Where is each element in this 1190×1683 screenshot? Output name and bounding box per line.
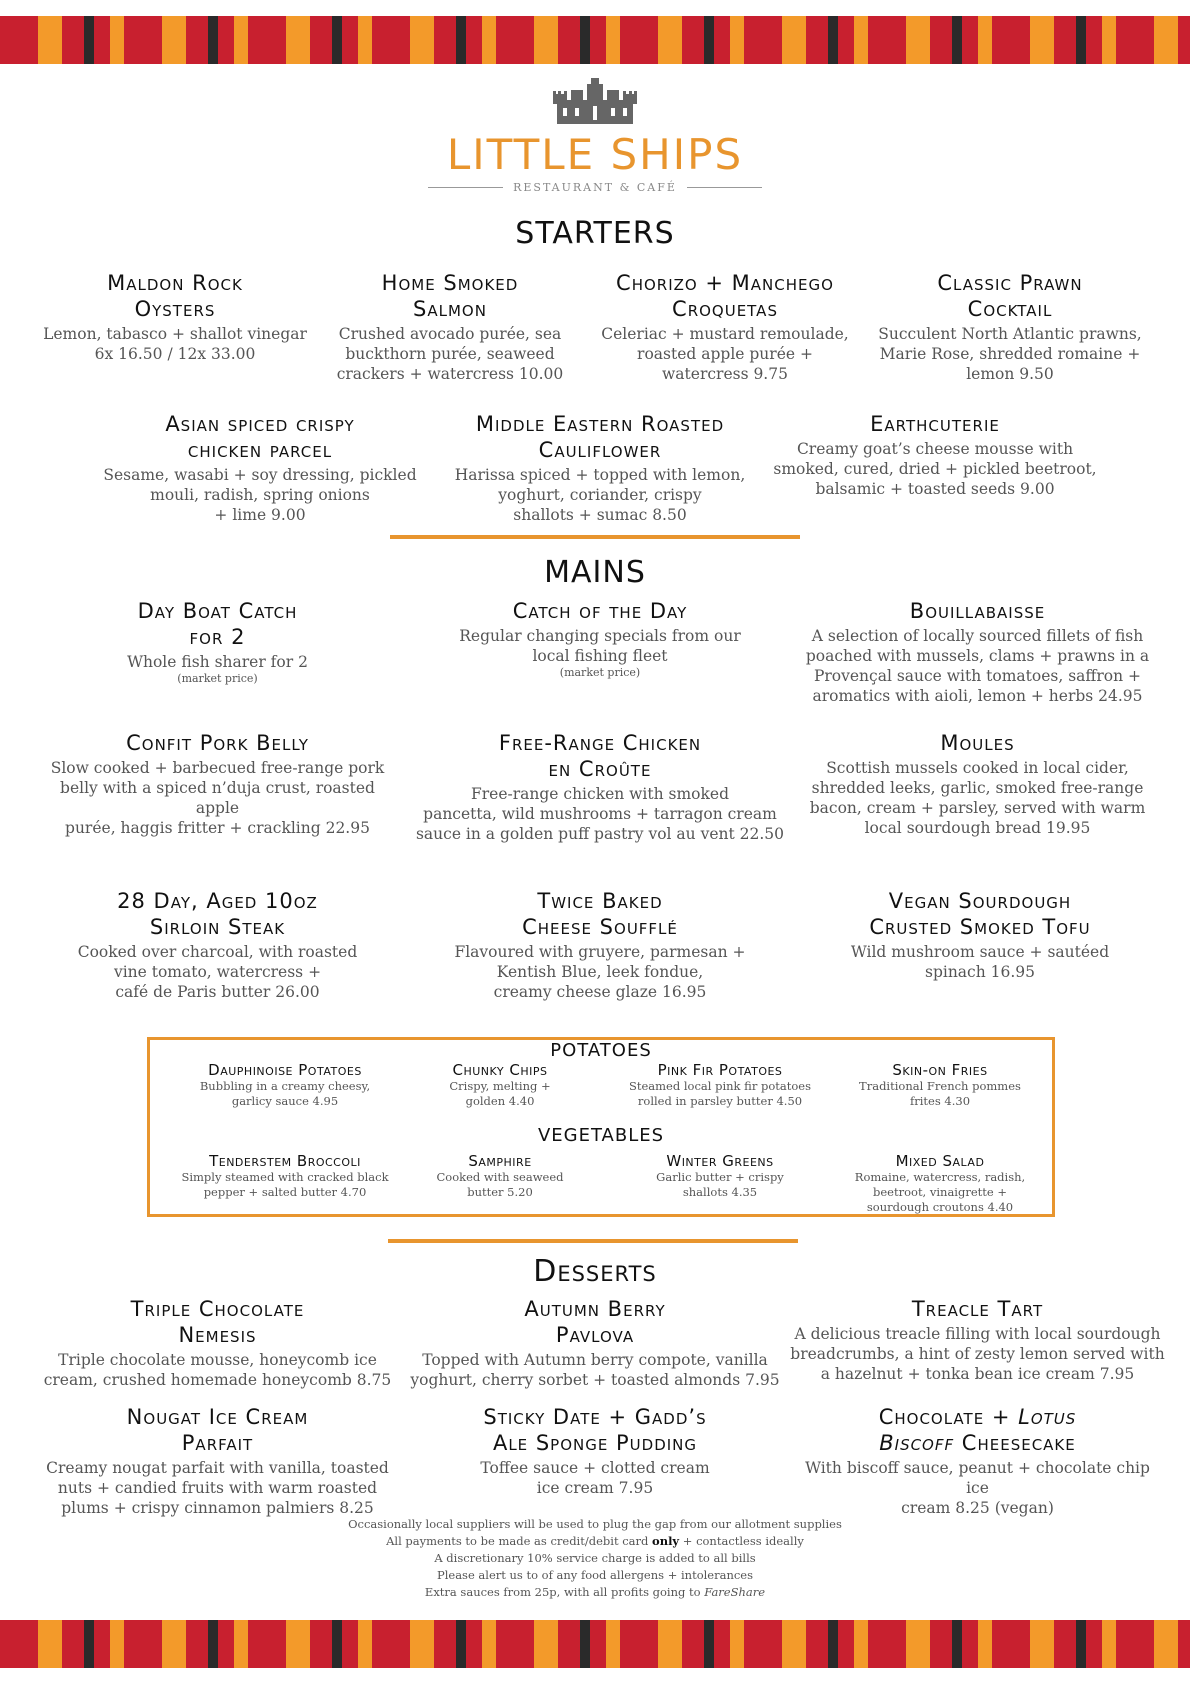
item-desc: Crushed avocado purée, sea buckthorn purée, seaweed crackers + watercress 10.00	[336, 325, 564, 383]
item-desc: Succulent North Atlantic prawns, Marie Rose, shredded romaine + lemon 9.50	[878, 325, 1142, 383]
item-name: Earthcuterie	[870, 412, 1000, 436]
footer-italic: FareShare	[704, 1585, 766, 1599]
side-desc: Garlic butter + crispy shallots 4.35	[656, 1170, 784, 1199]
item-name: Confit Pork Belly	[126, 731, 309, 755]
item-desc: Creamy nougat parfait with vanilla, toasted nuts + candied fruits with warm roasted plums + crispy cinnamon palmiers 8.25	[46, 1459, 389, 1517]
footer-text: All payments to be made as credit/debit card	[386, 1534, 653, 1548]
section-divider	[388, 1239, 798, 1243]
item-desc: Lemon, tabasco + shallot vinegar 6x 16.50 / 12x 33.00	[43, 325, 307, 363]
menu-item	[60, 888, 375, 1002]
side-name: Dauphinoise Potatoes	[208, 1061, 362, 1079]
side-item	[630, 1152, 810, 1200]
menu-item	[100, 411, 420, 525]
menu-item	[790, 598, 1165, 706]
menu-item	[40, 730, 395, 838]
side-name: Winter Greens	[666, 1152, 774, 1170]
footer-text: + contactless ideally	[679, 1534, 804, 1548]
item-desc: Free-range chicken with smoked pancetta, wild mushrooms + tarragon cream sauce in a golden puff pastry vol au vent 22.50	[415, 785, 785, 843]
side-name: Chunky Chips	[452, 1061, 548, 1079]
brand-name: LITTLE SHIPS	[446, 130, 744, 179]
item-name: Home Smoked Salmon	[381, 271, 519, 321]
menu-item	[410, 1296, 780, 1390]
name-part-italic: Lotus	[1018, 1405, 1077, 1429]
side-desc: Traditional French pommes frites 4.30	[859, 1079, 1021, 1108]
side-desc: Simply steamed with cracked black pepper + salted butter 4.70	[181, 1170, 389, 1199]
name-part-italic: Biscoff	[879, 1431, 955, 1455]
item-name: Triple Chocolate Nemesis	[130, 1297, 305, 1347]
item-desc: Wild mushroom sauce + sautéed spinach 16.95	[850, 943, 1110, 981]
menu-item	[420, 598, 780, 679]
menu-item	[410, 730, 790, 844]
item-name: Maldon Rock Oysters	[107, 271, 243, 321]
item-desc: Whole fish sharer for 2	[127, 653, 308, 671]
name-part: Chocolate +	[878, 1405, 1019, 1429]
footer-bold: only	[652, 1534, 680, 1548]
menu-item	[440, 411, 760, 525]
item-note: (market price)	[177, 672, 258, 685]
item-name: Catch of the Day	[512, 599, 688, 623]
item-desc: Toffee sauce + clotted cream ice cream 7.95	[480, 1459, 710, 1497]
item-name: Classic Prawn Cocktail	[937, 271, 1083, 321]
bottom-stripe-border	[0, 1620, 1190, 1668]
item-desc: Cooked over charcoal, with roasted vine tomato, watercress + café de Paris butter 26.00	[77, 943, 358, 1001]
desserts-heading: Desserts	[533, 1254, 657, 1289]
item-name: Day Boat Catch for 2	[137, 599, 298, 649]
item-name: Sticky Date + Gadd’s Ale Sponge Pudding	[483, 1405, 707, 1455]
item-name: Twice Baked Cheese Soufflé	[522, 889, 678, 939]
tagline-text: RESTAURANT & CAFÉ	[513, 181, 677, 194]
menu-item	[40, 1296, 395, 1390]
potatoes-heading: POTATOES	[550, 1040, 652, 1061]
side-item	[850, 1061, 1030, 1109]
item-desc: Creamy goat’s cheese mousse with smoked, cured, dried + pickled beetroot, balsamic + toasted seeds 9.00	[773, 440, 1097, 498]
item-name: Free-Range Chicken en Croûte	[498, 731, 702, 781]
menu-item	[40, 1404, 395, 1518]
footer-text: Extra sauces from 25p, with all profits going to	[424, 1585, 705, 1599]
side-name: Mixed Salad	[895, 1152, 985, 1170]
side-desc: Crispy, melting + golden 4.40	[449, 1079, 551, 1108]
name-part: Cheesecake	[954, 1431, 1076, 1455]
item-desc: Regular changing specials from our local fishing fleet	[459, 627, 741, 665]
logo	[0, 78, 1190, 194]
menu-item	[590, 270, 860, 384]
footer-line: Occasionally local suppliers will be used to plug the gap from our allotment supplies	[348, 1517, 842, 1531]
menu-item	[60, 598, 375, 685]
side-item	[420, 1061, 580, 1109]
item-name: Middle Eastern Roasted Cauliflower	[475, 412, 725, 462]
item-desc: Topped with Autumn berry compote, vanilla yoghurt, cherry sorbet + toasted almonds 7.95	[410, 1351, 780, 1389]
item-name: Autumn Berry Pavlova	[524, 1297, 666, 1347]
menu-item	[820, 888, 1140, 982]
item-desc: Celeriac + mustard remoulade, roasted apple purée + watercress 9.75	[601, 325, 849, 383]
footer-line: A discretionary 10% service charge is added to all bills	[434, 1551, 756, 1565]
item-name: 28 Day, Aged 10oz Sirloin Steak	[117, 889, 318, 939]
side-name: Pink Fir Potatoes	[657, 1061, 783, 1079]
divider	[428, 187, 503, 188]
sides-box	[147, 1037, 1055, 1217]
item-desc: With biscoff sauce, peanut + chocolate chip ice cream 8.25 (vegan)	[805, 1459, 1150, 1517]
item-desc: Triple chocolate mousse, honeycomb ice cream, crushed homemade honeycomb 8.75	[43, 1351, 392, 1389]
item-desc: Slow cooked + barbecued free-range pork belly with a spiced n’duja crust, roasted apple purée, haggis fritter + crackling 22.95	[50, 759, 385, 837]
item-name: Bouillabaisse	[909, 599, 1046, 623]
item-name: Vegan Sourdough Crusted Smoked Tofu	[869, 889, 1091, 939]
menu-item	[795, 1404, 1160, 1518]
footer-line	[0, 1533, 1190, 1550]
item-desc: Sesame, wasabi + soy dressing, pickled mouli, radish, spring onions + lime 9.00	[103, 466, 417, 524]
starters-heading: STARTERS	[515, 216, 675, 251]
item-name: Moules	[940, 731, 1015, 755]
menu-item	[770, 411, 1100, 499]
vegetables-heading: VEGETABLES	[537, 1125, 665, 1146]
menu-item	[790, 1296, 1165, 1384]
menu-item	[430, 1404, 760, 1498]
side-desc: Steamed local pink fir potatoes rolled in parsley butter 4.50	[628, 1079, 812, 1108]
item-desc: Flavoured with gruyere, parmesan + Kentish Blue, leek fondue, creamy cheese glaze 16.95	[454, 943, 746, 1001]
side-name: Skin-on Fries	[892, 1061, 988, 1079]
side-item	[850, 1152, 1030, 1215]
side-desc: Cooked with seaweed butter 5.20	[436, 1170, 564, 1199]
item-name: Asian spiced crispy chicken parcel	[165, 412, 355, 462]
side-name: Samphire	[468, 1152, 532, 1170]
side-item	[420, 1152, 580, 1200]
menu-item	[870, 270, 1150, 384]
section-divider	[390, 535, 800, 539]
item-name: Nougat Ice Cream Parfait	[126, 1405, 309, 1455]
top-stripe-border	[0, 16, 1190, 64]
footer-line: Please alert us to of any food allergens + intolerances	[436, 1568, 754, 1582]
side-item	[620, 1061, 820, 1109]
menu-item	[40, 270, 310, 364]
side-item	[160, 1152, 410, 1200]
divider	[687, 187, 762, 188]
item-desc: Scottish mussels cooked in local cider, shredded leeks, garlic, smoked free-range bacon, cream + parsley, served with warm local sourdough bread 19.95	[809, 759, 1146, 837]
mains-heading: MAINS	[544, 555, 646, 590]
brand-tagline	[0, 181, 1190, 194]
item-name	[795, 1404, 1160, 1456]
side-item	[170, 1061, 400, 1109]
item-name: Treacle Tart	[911, 1297, 1044, 1321]
footer-notes	[0, 1516, 1190, 1601]
menu-item	[430, 888, 770, 1002]
menu-item	[320, 270, 580, 384]
item-note: (market price)	[559, 666, 641, 679]
castle-icon	[549, 78, 641, 128]
side-desc: Bubbling in a creamy cheesy, garlicy sauce 4.95	[199, 1079, 371, 1108]
item-name: Chorizo + Manchego Croquetas	[616, 271, 834, 321]
item-desc: A selection of locally sourced fillets of fish poached with mussels, clams + prawns in a Provençal sauce with tomatoes, saffron + aromatics with aioli, lemon + herbs 24.95	[805, 627, 1150, 705]
menu-item	[800, 730, 1155, 838]
side-name: Tenderstem Broccoli	[209, 1152, 361, 1170]
footer-line	[0, 1584, 1190, 1601]
item-desc: A delicious treacle filling with local sourdough breadcrumbs, a hint of zesty lemon served with a hazelnut + tonka bean ice cream 7.95	[790, 1325, 1165, 1383]
side-desc: Romaine, watercress, radish, beetroot, vinaigrette + sourdough croutons 4.40	[854, 1170, 1026, 1214]
item-desc: Harissa spiced + topped with lemon, yoghurt, coriander, crispy shallots + sumac 8.50	[454, 466, 746, 524]
